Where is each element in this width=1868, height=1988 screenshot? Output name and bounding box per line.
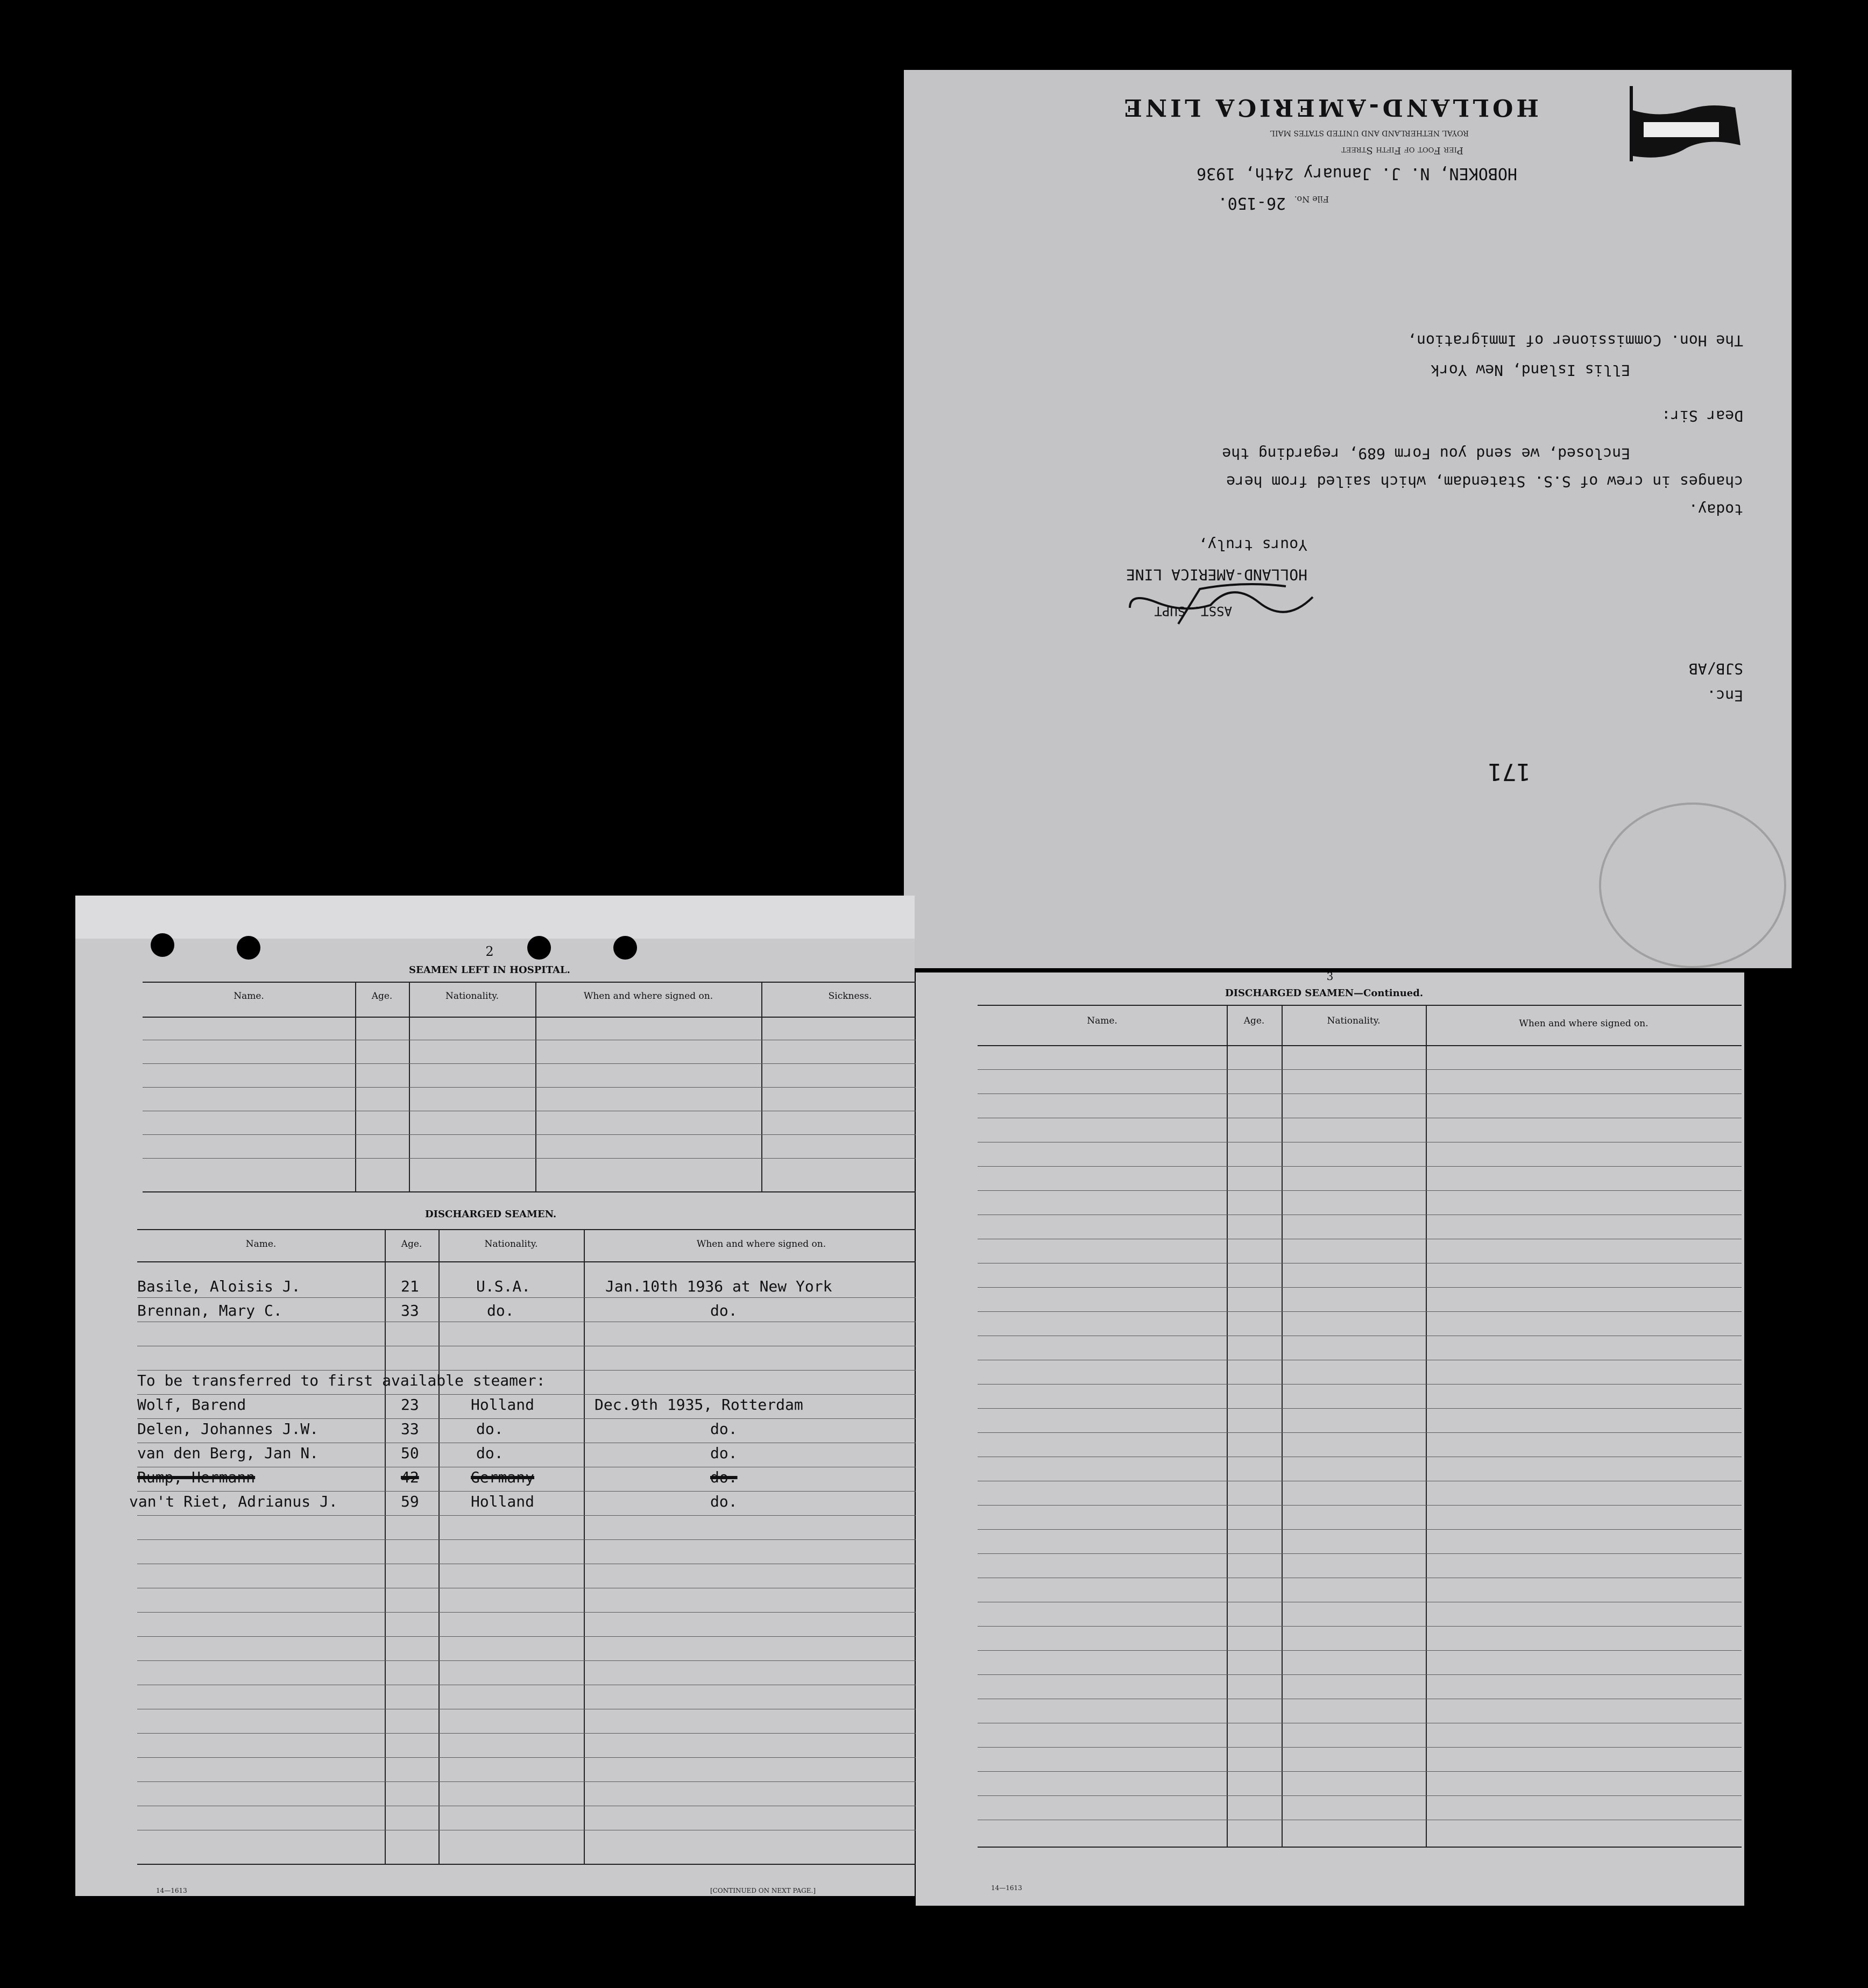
seaman-nationality: U.S.A. [476, 1277, 531, 1295]
signature-block: HOLLAND-AMERICA LINE [1126, 566, 1307, 584]
seaman-name: Rump, Hermann [137, 1468, 256, 1486]
header-age: Age. [1243, 1016, 1265, 1026]
seaman-age: 23 [401, 1396, 419, 1414]
enclosure: Enc. [1707, 687, 1743, 705]
seaman-name: Delen, Johannes J.W. [137, 1420, 319, 1438]
seaman-age: 59 [401, 1493, 419, 1510]
mail-line: ROYAL NETHERLAND AND UNITED STATES MAIL [1270, 129, 1469, 137]
seaman-nationality: do. [476, 1420, 504, 1438]
form-number: 14—1613 [156, 1887, 187, 1894]
discharged-header-nationality: Nationality. [484, 1239, 538, 1249]
signer-title: ASST. SUPT [1154, 604, 1232, 619]
company-flag-icon [1622, 86, 1740, 161]
seaman-name: van den Berg, Jan N. [137, 1444, 319, 1462]
seaman-signed-on: do. [710, 1468, 738, 1486]
hospital-header-name: Name. [234, 991, 264, 1002]
seaman-name: Wolf, Barend [137, 1396, 246, 1414]
page-number: 2 [485, 944, 494, 959]
hospital-header-age: Age. [371, 991, 393, 1002]
company-name: HOLLAND-AMERICA LINE [1121, 94, 1539, 121]
initials: SJB/AB [1688, 660, 1743, 678]
form-number: 14—1613 [991, 1884, 1022, 1892]
salutation: Dear Sir: [1661, 407, 1743, 425]
hospital-header-signed: When and where signed on. [583, 991, 713, 1002]
header-nationality: Nationality. [1327, 1016, 1381, 1026]
continued-note: [CONTINUED ON NEXT PAGE.] [710, 1887, 816, 1894]
file-no: 26-150. [1218, 194, 1286, 212]
page-number: 3 [1326, 970, 1334, 983]
seaman-nationality: do. [476, 1444, 504, 1462]
seaman-name: Brennan, Mary C. [137, 1302, 282, 1319]
address-line: Pier Foot of Fifth Street [1341, 145, 1463, 156]
seaman-age: 42 [401, 1468, 419, 1486]
city-date: HOBOKEN, N. J. January 24th, 1936 [1196, 164, 1517, 183]
discharged-title: DISCHARGED SEAMEN. [425, 1209, 557, 1220]
closing: Yours truly, [1198, 536, 1307, 554]
punch-hole [527, 936, 551, 960]
hospital-header-nationality: Nationality. [445, 991, 499, 1002]
header-name: Name. [1087, 1016, 1117, 1026]
seaman-nationality: do. [487, 1302, 514, 1319]
right-form-sheet [916, 972, 1744, 1906]
letter-sheet [904, 70, 1792, 968]
punch-hole [151, 933, 174, 957]
seaman-name: van't Riet, Adrianus J. [129, 1493, 338, 1510]
seaman-nationality: Germany [471, 1468, 535, 1486]
body-line-1: Enclosed, we send you Form 689, regarding the [1222, 445, 1630, 463]
seaman-age: 21 [401, 1277, 419, 1295]
body-line-3: today. [1688, 501, 1743, 519]
seaman-signed-on: do. [710, 1493, 738, 1510]
seaman-age: 33 [401, 1302, 419, 1319]
seaman-signed-on: do. [710, 1420, 738, 1438]
body-line-2: changes in crew of S.S. Statendam, which sailed from here [1226, 473, 1743, 491]
seaman-age: 50 [401, 1444, 419, 1462]
seaman-name: Basile, Aloisis J. [137, 1277, 301, 1295]
continued-title: DISCHARGED SEAMEN—Continued. [1225, 988, 1424, 999]
hospital-title: SEAMEN LEFT IN HOSPITAL. [409, 964, 570, 976]
addressee-line-1: The Hon. Commissioner of Immigration, [1407, 332, 1743, 350]
company-stamp [1599, 803, 1786, 968]
seaman-age: 33 [401, 1420, 419, 1438]
seaman-nationality: Holland [471, 1493, 535, 1510]
discharged-header-signed: When and where signed on. [696, 1239, 826, 1249]
seaman-signed-on: Dec.9th 1935, Rotterdam [595, 1396, 803, 1414]
transfer-note: To be transferred to first available steamer: [137, 1372, 546, 1389]
seaman-signed-on: Jan.10th 1936 at New York [605, 1277, 832, 1295]
discharged-header-name: Name. [245, 1239, 277, 1249]
seaman-signed-on: do. [710, 1302, 738, 1319]
seaman-nationality: Holland [471, 1396, 535, 1414]
left-form-sheet [75, 896, 915, 1896]
addressee-line-2: Ellis Island, New York [1431, 361, 1630, 379]
hospital-header-sickness: Sickness. [828, 991, 872, 1002]
discharged-header-age: Age. [401, 1239, 422, 1249]
torn-top-edge [75, 896, 915, 939]
handwritten-number: 171 [1488, 758, 1531, 785]
punch-hole [613, 936, 637, 960]
file-no-label: File No. [1294, 194, 1329, 204]
punch-hole [237, 936, 260, 960]
header-signed: When and where signed on. [1519, 1018, 1648, 1029]
seaman-signed-on: do. [710, 1444, 738, 1462]
